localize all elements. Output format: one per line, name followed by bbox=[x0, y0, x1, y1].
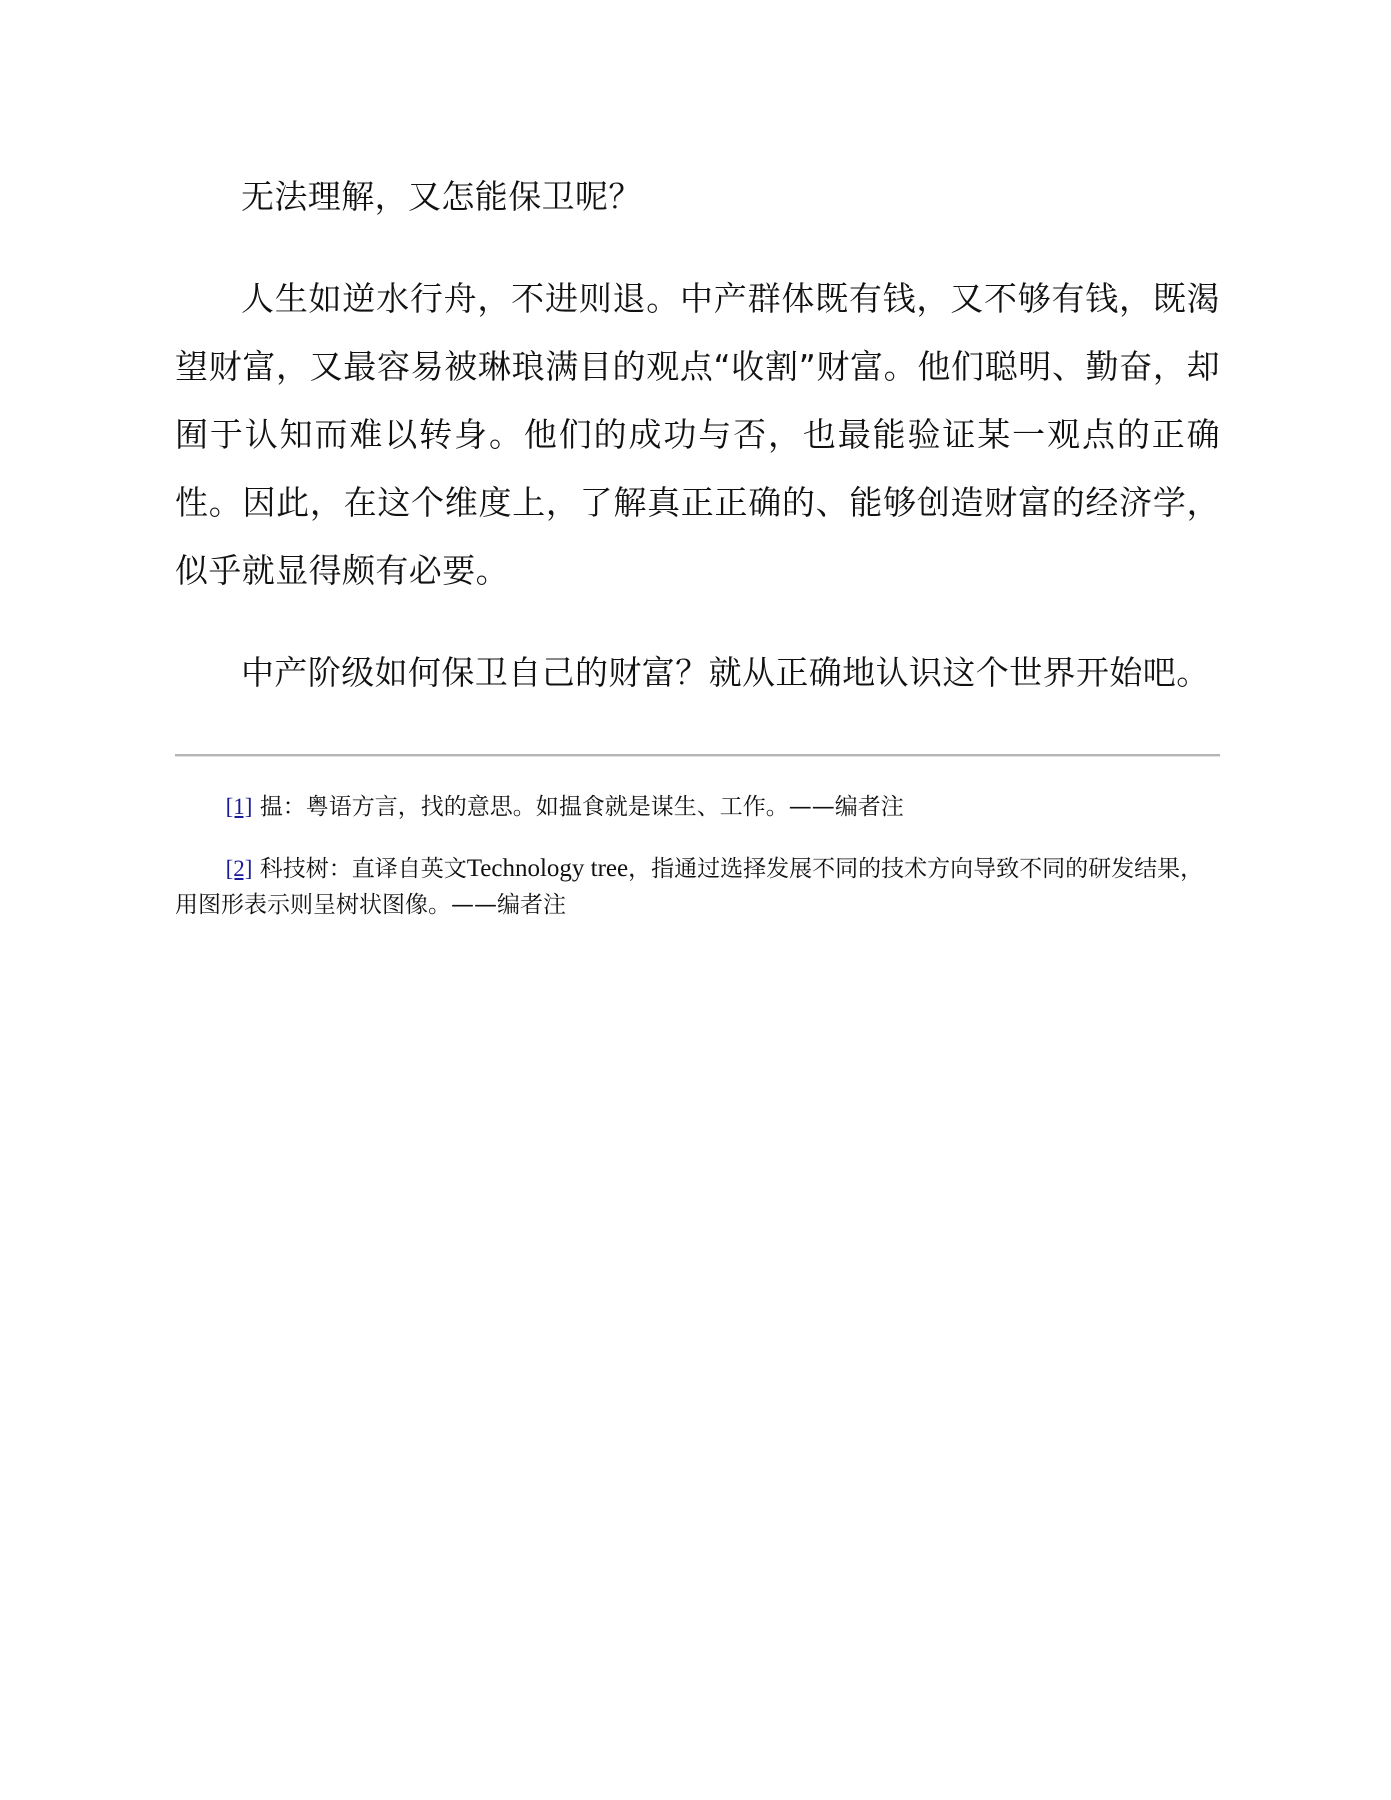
footnote-text: 科技树：直译自英文 bbox=[252, 856, 467, 882]
body-paragraph: 无法理解，又怎能保卫呢？ bbox=[241, 177, 642, 216]
footnote-ref-link[interactable]: [2] bbox=[225, 856, 253, 881]
footnote bbox=[175, 851, 1220, 923]
footnote-text: 揾：粤语方言，找的意思。如揾食就是谋生、工作。——编者注 bbox=[252, 794, 904, 820]
footnotes bbox=[175, 789, 1220, 923]
page-content bbox=[175, 163, 1220, 923]
footnote-ref-link[interactable]: [1] bbox=[225, 794, 253, 819]
footnote-divider bbox=[175, 754, 1220, 757]
body-paragraph: 中产阶级如何保卫自己的财富？就从正确地认识这个世界开始吧。 bbox=[241, 653, 1210, 692]
footnote bbox=[175, 789, 1220, 825]
body-paragraph: 人生如逆水行舟，不进则退。中产群体既有钱，又不够有钱，既渴望财富，又最容易被琳琅满目的观点“收割”财富。他们聪明、勤奋，却囿于认知而难以转身。他们的成功与否，也最能验证某一观点的正确性。因此，在这个维度上，了解真正正确的、能够创造财富的经济学，似乎就显得颇有必要。 bbox=[175, 279, 1220, 590]
footnote-english-term: Technology tree bbox=[466, 855, 629, 882]
footnote-text: ，指通过选择发展不同的技术方向导致不同的研发结果，用图形表示则呈树状图像。——编者注 bbox=[175, 856, 1204, 918]
